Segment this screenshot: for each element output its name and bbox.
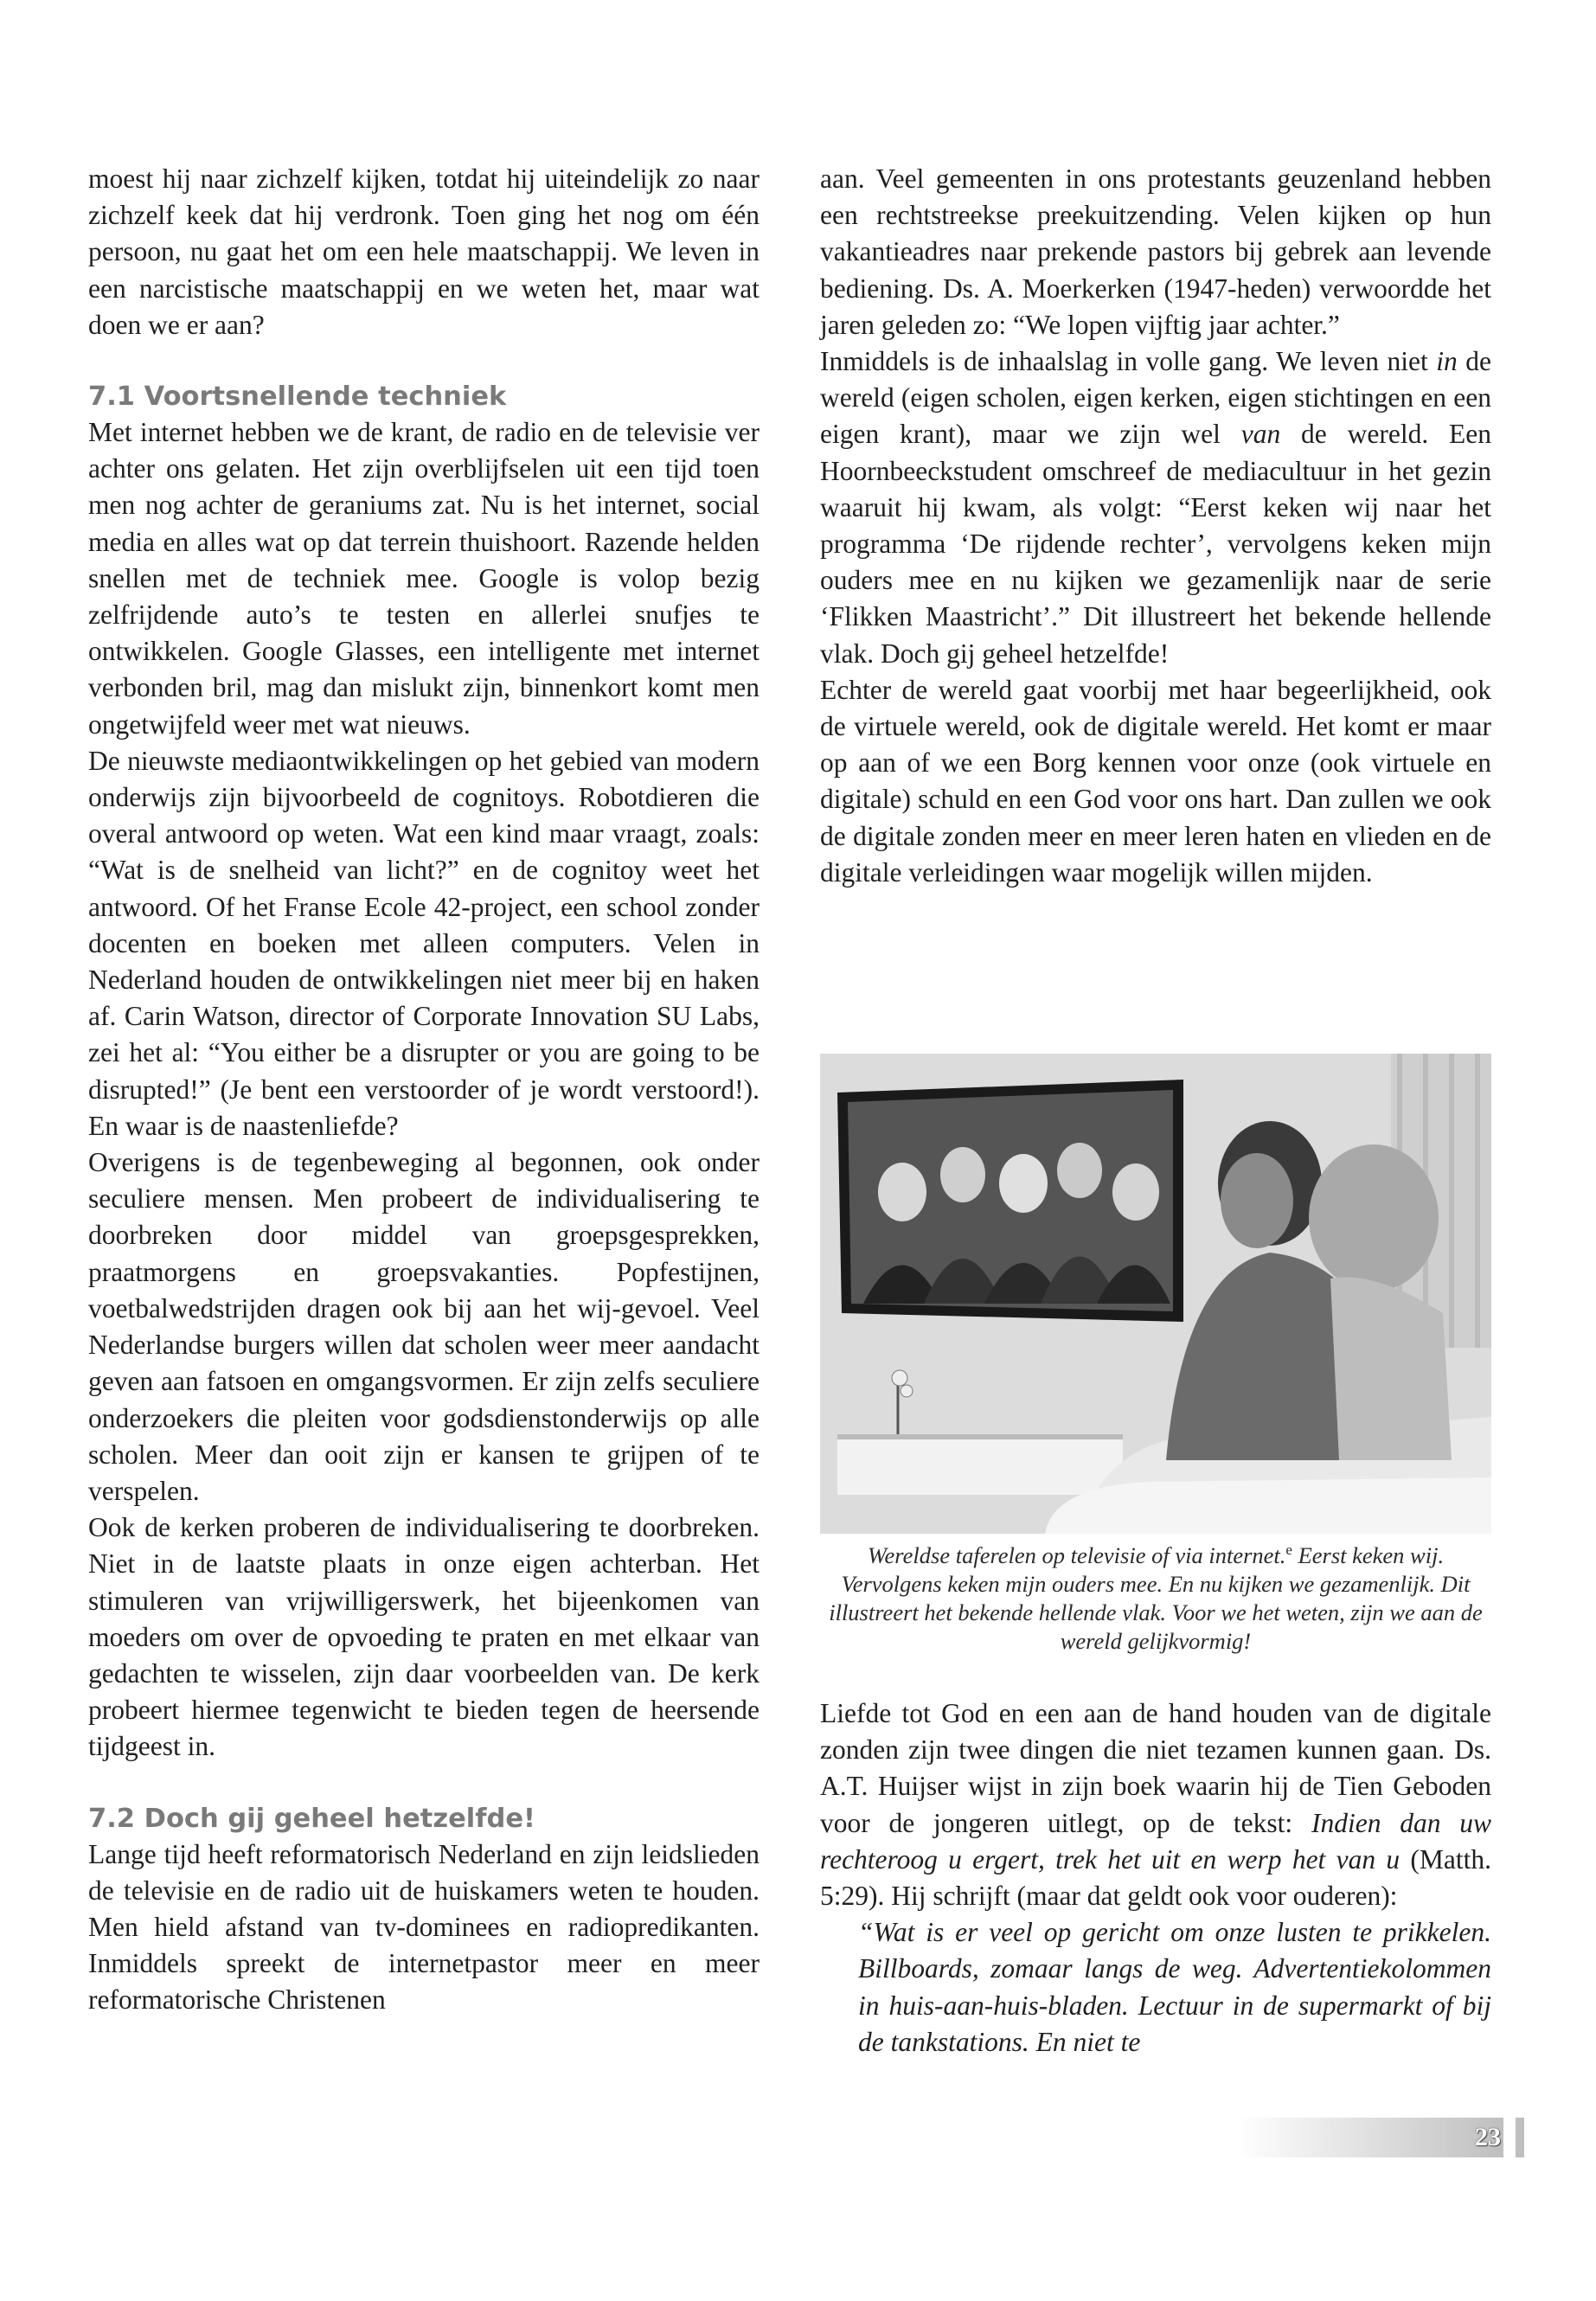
footnote-marker: e	[1285, 1541, 1292, 1558]
paragraph: aan. Veel gemeenten in ons protestants geuzenland hebben een rechtstreekse preekuitzending. Velen kijken op hun vakantieadres naar prekende pastors bij gebrek aan levende bediening. Ds. A. Moerkerken (1947-heden) verwoordde het jaren geleden zo: “We lopen vijftig jaar achter.”	[820, 163, 1491, 340]
left-column	[88, 161, 760, 2019]
quote-text: “Wat is er veel op gericht om onze lusten te prikkelen. Billboards, zomaar langs de weg. Advertentiekolommen in huis-aan-huis-bladen. Lectuur in de supermarkt of bij de tankstations. En niet te	[858, 1917, 1491, 2057]
tv-watching-photo	[820, 1054, 1491, 1534]
italic-run: Indien dan uw rechteroog u ergert, trek het uit en werp het van u	[820, 1807, 1492, 1875]
text-run: Liefde tot God en een aan de hand houden van de digitale zonden zijn twee dingen die niet tezamen kunnen gaan. Ds. A.T. Huijser wijst in zijn boek waarin hij de Tien Geboden voor de jongeren uitlegt, op de tekst:	[820, 1698, 1491, 1838]
paragraph: Ook de kerken proberen de individualisering te doorbreken. Niet in de laatste plaats in onze eigen achterban. Het stimuleren van vrijwilligerswerk, het bijeenkomen van moeders om over de opvoeding te praten en met elkaar van gedachten te wisselen, zijn daar voorbeelden van. De kerk probeert hiermee tegenwicht te bieden tegen de heersende tijdgeest in.	[88, 1512, 760, 1762]
photo-caption	[820, 1535, 1491, 1656]
text-run: (Matth. 5:29). Hij schrijft (maar dat geldt ook voor ouderen):	[820, 1843, 1491, 1912]
paragraph	[820, 1695, 1491, 1914]
text-run: de wereld. Een Hoornbeeckstudent omschreef de mediacultuur in het gezin waaruit hij kwam, als volgt: “Eerst keken wij naar het programma ‘De rijdende rechter’, vervolgens keken mijn ouders mee en nu kijken we gezamenlijk naar de serie ‘Flikken Maastricht’.” Dit illustreert het bekende hellende vlak. Doch gij geheel hetzelfde!	[820, 419, 1492, 669]
paragraph	[820, 343, 1491, 672]
section-heading-7-2: 7.2 Doch gij geheel hetzelfde!	[88, 1803, 535, 1834]
italic-run: in	[1436, 346, 1458, 377]
text-run: de wereld (eigen scholen, eigen kerken, eigen stichtingen en een eigen krant), maar we zijn wel	[820, 346, 1491, 450]
block-quote	[820, 1914, 1491, 2061]
right-column-bottom	[820, 1695, 1491, 2061]
italic-run: van	[1240, 419, 1281, 450]
paragraph: Overigens is de tegenbeweging al begonnen, ook onder seculiere mensen. Men probeert de individualisering te doorbreken door middel van groepsgesprekken, praatmorgens en groepsvakanties. Popfestijnen, voetbalwedstrijden dragen ook bij aan het wij-gevoel. Veel Nederlandse burgers willen dat scholen weer meer aandacht geven aan fatsoen en omgangsvormen. Er zijn zelfs seculiere onderzoekers die pleiten voor godsdienstonderwijs op alle scholen. Meer dan ooit zijn er kansen te grijpen of te verspelen.	[88, 1147, 760, 1506]
caption-text: Wereldse taferelen op televisie of via internet.	[867, 1541, 1286, 1568]
footer-tick	[1516, 2118, 1524, 2157]
caption-text: Eerst keken wij. Vervolgens keken mijn ouders mee. En nu kijken we gezamenlijk. Dit illustreert het bekende hellende vlak. Voor we het weten, zijn we aan de wereld gelijkvormig!	[829, 1541, 1483, 1654]
intro-paragraph: moest hij naar zichzelf kijken, totdat hij uiteindelijk zo naar zichzelf keek dat hij verdronk. Toen ging het nog om één persoon, nu gaat het om een hele maatschappij. We leven in een narcistische maatschappij en we weten het, maar wat doen we er aan?	[88, 163, 760, 340]
paragraph: Echter de wereld gaat voorbij met haar begeerlijkheid, ook de virtuele wereld, ook de digitale wereld. Het komt er maar op aan of we een Borg kennen voor onze (ook virtuele en digitale) schuld en een God voor ons hart. Dan zullen we ook de digitale zonden meer en meer leren haten en vlieden en de digitale verleidingen waar mogelijk willen mijden.	[820, 674, 1491, 888]
page-number: 23	[1475, 2123, 1501, 2151]
paragraph: De nieuwste mediaontwikkelingen op het gebied van modern onderwijs zijn bijvoorbeeld de cognitoys. Robotdieren die overal antwoord op weten. Wat een kind maar vraagt, zoals: “Wat is de snelheid van licht?” en de cognitoy weet het antwoord. Of het Franse Ecole 42-project, een school zonder docenten en boeken met alleen computers. Velen in Nederland houden de ontwikkelingen niet meer bij en haken af. Carin Watson, director of Corporate Innovation SU Labs, zei het al: “You either be a disrupter or you are going to be disrupted!” (Je bent een verstoorder of je wordt verstoord!). En waar is de naastenliefde?	[88, 745, 760, 1141]
text-run: Inmiddels is de inhaalslag in volle gang. We leven niet	[820, 346, 1437, 377]
paragraph: Lange tijd heeft reformatorisch Nederland en zijn leidslieden de televisie en de radio uit de huiskamers weten te houden. Men hield afstand van tv-dominees en radiopredikanten. Inmiddels spreekt de internetpastor meer en meer reformatorische Christenen	[88, 1838, 760, 2016]
section-heading-7-1: 7.1 Voortsnellende techniek	[88, 381, 507, 413]
paragraph: Met internet hebben we de krant, de radio en de televisie ver achter ons gelaten. Het zijn overblijfselen uit een tijd toen men nog achter de geraniums zat. Nu is het internet, social media en alles wat op dat terrein thuishoort. Razende helden snellen met de techniek mee. Google is volop bezig zelfrijdende auto’s te testen en allerlei snufjes te ontwikkelen. Google Glasses, een intelligente met internet verbonden bril, mag dan mislukt zijn, binnenkort komt men ongetwijfeld weer met wat nieuws.	[88, 417, 760, 740]
right-column-top	[820, 161, 1491, 891]
